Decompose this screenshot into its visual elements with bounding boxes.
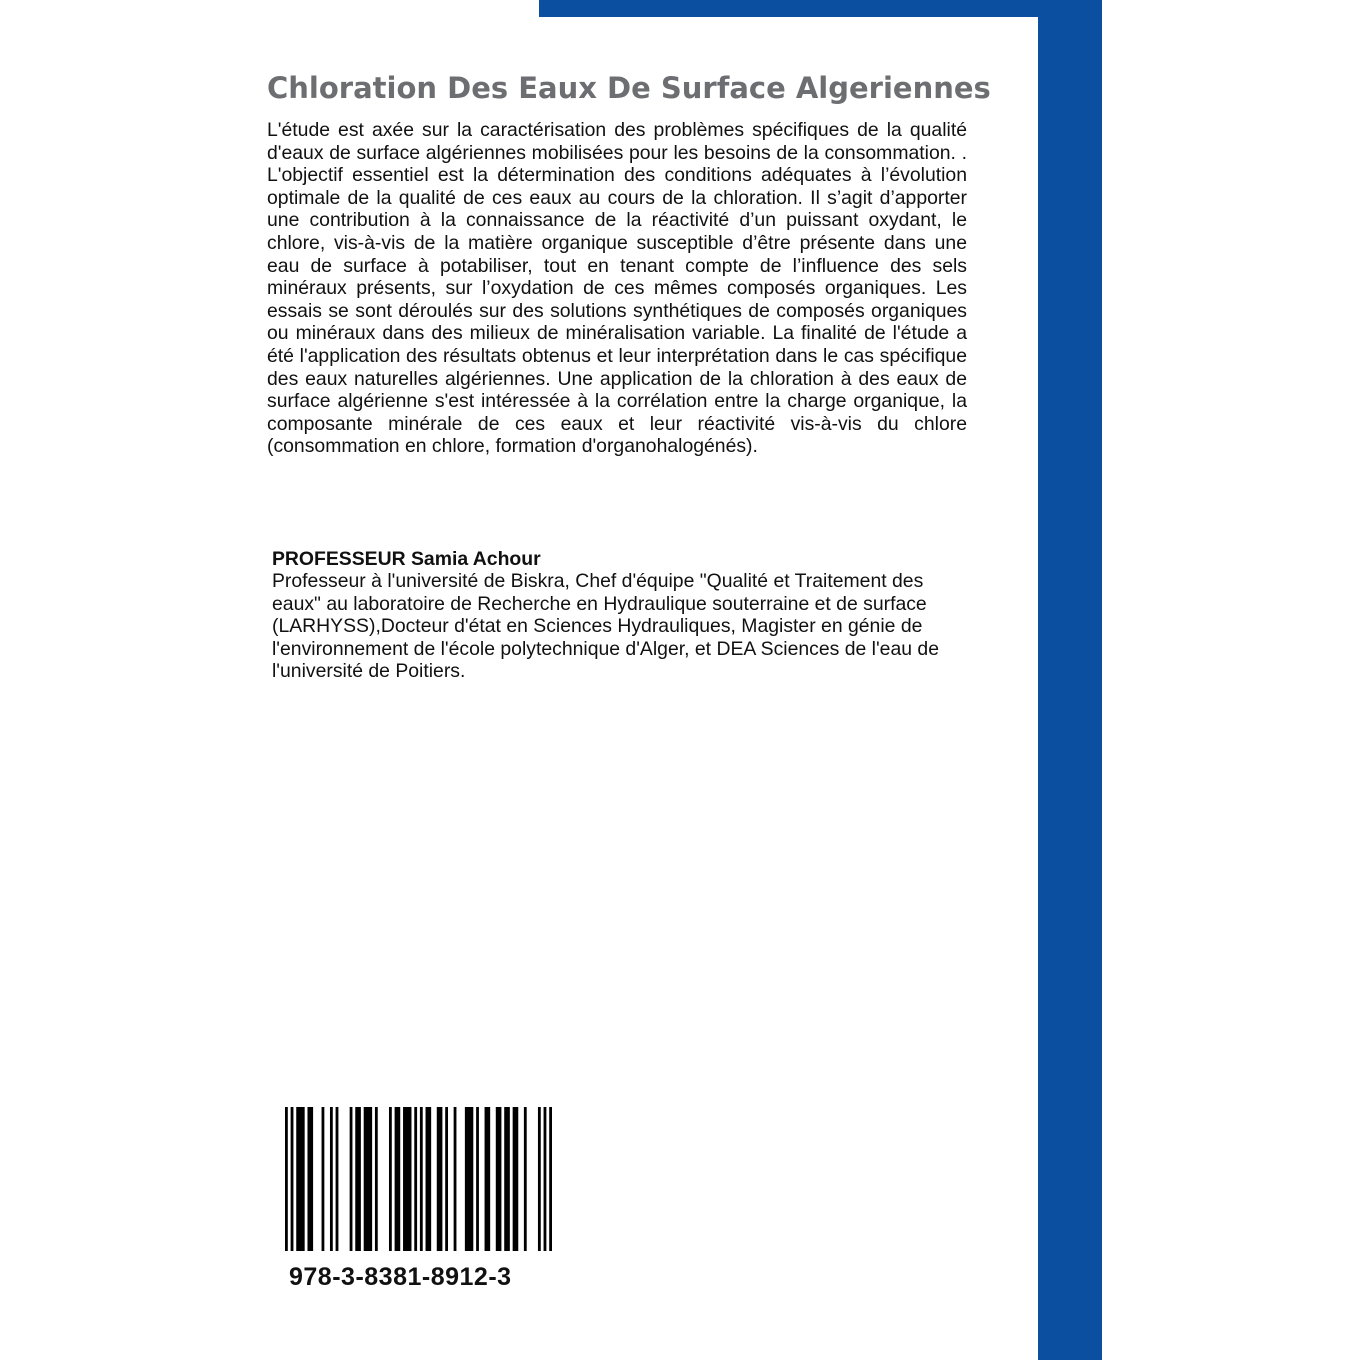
barcode-icon — [285, 1107, 552, 1251]
barcode-bar — [364, 1107, 372, 1251]
barcode-bar — [375, 1107, 378, 1251]
barcode-bar — [296, 1107, 304, 1251]
barcode-bar — [307, 1107, 313, 1251]
barcode-bar — [336, 1107, 339, 1251]
barcode-bar — [513, 1107, 519, 1251]
barcode-bar — [538, 1107, 541, 1251]
isbn-number: 978-3-8381-8912-3 — [289, 1263, 512, 1291]
barcode-bar — [445, 1107, 448, 1251]
barcode-bar — [330, 1107, 333, 1251]
barcode-bar — [291, 1107, 294, 1251]
book-abstract: L'étude est axée sur la caractérisation des problèmes spécifiques de la qualité d'eaux de surface algériennes mobilisées pour les besoins de la consommation. . L'objectif essentiel est la détermination des conditions adéquates à l’évolution optimale de la qualité de ces eaux au cours de la chloration. Il s’agit d’apporter une contribution à la connaissance de la réactivité d’un puissant oxydant, le chlore, vis-à-vis de la matière organique susceptible d’être présente dans une eau de surface à potabiliser, tout en tenant compte de l’influence des sels minéraux présents, sur l’oxydation de ces mêmes composés organiques. Les essais se sont déroulés sur des solutions synthétiques de composés organiques ou minéraux dans des milieux de minéralisation variable. La finalité de l'étude a été l'application des résultats obtenus et leur interprétation dans le cas spécifique des eaux naturelles algériennes. Une application de la chloration à des eaux de surface algérienne s'est intéressée à la corrélation entre la charge organique, la composante minérale de ces eaux et leur réactivité vis-à-vis du chlore (consommation en chlore, formation d'organohalogénés). — [267, 119, 967, 458]
barcode-bar — [414, 1107, 417, 1251]
spine-color-band — [1038, 0, 1102, 1360]
barcode-bar — [403, 1107, 411, 1251]
barcode-bar — [465, 1107, 473, 1251]
book-title: Chloration Des Eaux De Surface Algeriennes — [267, 71, 991, 105]
barcode-bar — [426, 1107, 432, 1251]
barcode-bar — [485, 1107, 491, 1251]
barcode-bar — [549, 1107, 552, 1251]
barcode-bar — [437, 1107, 443, 1251]
barcode-bar — [476, 1107, 479, 1251]
barcode-bar — [285, 1107, 288, 1251]
barcode-bar — [355, 1107, 361, 1251]
barcode-bar — [544, 1107, 547, 1251]
barcode-bar — [322, 1107, 325, 1251]
barcode-bar — [504, 1107, 510, 1251]
barcode-bar — [389, 1107, 392, 1251]
barcode-bar — [454, 1107, 457, 1251]
author-name: PROFESSEUR Samia Achour — [272, 548, 541, 570]
author-biography: Professeur à l'université de Biskra, Chef d'équipe "Qualité et Traitement des eaux" au laboratoire de Recherche en Hydraulique souterraine et de surface (LARHYSS),Docteur d'état en Sciences Hydrauliques, Magister en génie de l'environnement de l'école polytechnique d'Alger, et DEA Sciences de l'eau de l'université de Poitiers. — [272, 570, 939, 683]
barcode-bar — [350, 1107, 353, 1251]
top-color-band — [539, 0, 1102, 17]
barcode-bar — [524, 1107, 527, 1251]
barcode-bar — [395, 1107, 401, 1251]
barcode-bar — [496, 1107, 502, 1251]
barcode-bar — [420, 1107, 423, 1251]
